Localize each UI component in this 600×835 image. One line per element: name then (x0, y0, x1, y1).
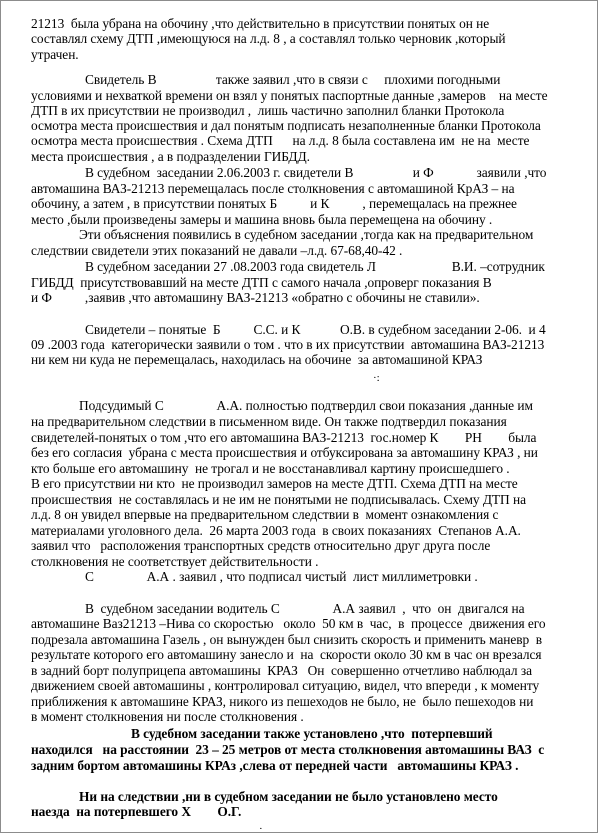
text-line-bold: В судебном заседании также установлено ,что потерпевший (131, 726, 493, 741)
text-line: ни кем ни куда не перемещалась, находилась на обочине за автомашиной КРАЗ (31, 352, 483, 367)
text-line: Свидетели – понятые Б С.С. и К О.В. в судебном заседании 2-06. и 4 (85, 322, 546, 337)
text-line: утрачен. (31, 47, 79, 62)
scan-speck: ·: (373, 372, 380, 384)
text-line: В судебном заседании 27 .08.2003 года свидетель Л В.И. –сотрудник (85, 259, 545, 274)
text-line: кто больше его автомашину не трогал и не восстанавливал картину происшедшего . (31, 461, 510, 476)
text-line: обочину, а затем , в присутствии понятых Б и К , перемещалась на прежнее (31, 196, 517, 211)
text-line: осмотра места происшествия и дал понятым подписать незаполненные бланки Протокола (31, 118, 541, 133)
text-line: 09 .2003 года категорически заявили о том . что в их присутствии автомашина ВАЗ-21213 (31, 337, 545, 352)
text-line: и Ф ,заявив ,что автомашину ВАЗ-21213 «обратно с обочины не ставили». (31, 290, 480, 305)
text-line: свидетелей-понятых о том ,что его автомашина ВАЗ-21213 гос.номер К РН была (31, 430, 537, 445)
text-line: происшествия не составлялась и не им не понятыми не подписывалась. Схему ДТП на (31, 492, 526, 507)
text-line: составлял схему ДТП ,имеющуюся на л.д. 8 , а составлял только черновик ,который (31, 31, 506, 46)
text-line: приближения к автомашине КРАЗ, никого из пешеходов не было, не было пешеходов ни (31, 694, 534, 709)
text-line: Свидетель В также заявил ,что в связи с плохими погодными (85, 72, 501, 87)
text-line: л.д. 8 он увидел впервые на предварительном следствии в момент ознакомления с (31, 507, 499, 522)
text-line-bold: наезда на потерпевшего Х О.Г. (31, 804, 242, 819)
text-line: автомашина ВАЗ-21213 перемещалась после столкновения с автомашиной КрАЗ – на (31, 181, 515, 196)
text-line: В его присутствии ни кто не производил замеров на месте ДТП. Схема ДТП на месте (31, 476, 518, 491)
text-line: В судебном заседании водитель С А.А заявил , что он двигался на (85, 601, 525, 616)
text-line: 21213 была убрана на обочину ,что действительно в присутствии понятых он не (31, 16, 490, 31)
text-line-bold: Ни на следствии ,ни в судебном заседании не было установлено место (79, 789, 498, 804)
text-line: ДТП в их присутствии не производил , лишь частично заполнил бланки Протокола (31, 103, 505, 118)
text-line: столкновения не соответствует действительности . (31, 554, 319, 569)
text-line: на предварительном следствии в письменном виде. Он также подтвердил показания (31, 414, 507, 429)
scan-speck: · (259, 823, 263, 833)
text-line: заявил что расположения транспортных средств относительно друг друга после (31, 538, 491, 553)
text-line: результате которого его автомашину занесло и на скорости около 30 км в час он врезался (31, 647, 542, 662)
text-line: следствии свидетели этих показаний не давали –л.д. 67-68,40-42 . (31, 243, 403, 258)
text-line-bold: задним бортом автомашины КРАз ,слева от передней части автомашины КРАЗ . (31, 758, 519, 773)
text-line: подрезала автомашина Газель , он вынужден был снизить скорость и применить маневр в (31, 632, 543, 647)
text-line: места происшествия , а в подразделении ГИБДД. (31, 149, 310, 164)
text-line: условиями и нехваткой времени он взял у понятых паспортные данные ,замеров на месте (31, 88, 548, 103)
text-line: в момент столкновения ни после столкновения . (31, 709, 304, 724)
text-line: материалами уголовного дела. 26 марта 2003 года в своих показаниях Степанов А.А. (31, 523, 521, 538)
text-line-bold: находился на расстоянии 23 – 25 метров от места столкновения автомашины ВАЗ с (31, 742, 545, 757)
text-line: Подсудимый С А.А. полностью подтвердил свои показания ,данные им (79, 398, 533, 413)
text-line: осмотра места происшествия . Схема ДТП на л.д. 8 была составлена им не на месте (31, 133, 530, 148)
text-line: автомашине Ваз21213 –Нива со скоростью около 50 км в час, в процессе движения его (31, 616, 546, 631)
text-line: в задний борт полуприцепа автомашины КРАЗ Он совершенно отчетливо наблюдал за (31, 663, 532, 678)
text-line: движением своей автомашины , контролировал ситуацию, видел, что впереди , к моменту (31, 678, 540, 693)
text-line: ГИБДД присутствовавший на месте ДТП с самого начала ,опроверг показания В (31, 275, 492, 290)
text-line: Эти объяснения появились в судебном заседании ,тогда как на предварительном (79, 227, 534, 242)
text-line: В судебном заседании 2.06.2003 г. свидетели В и Ф заявили ,что (85, 165, 547, 180)
text-line: без его согласия убрана с места происшествия и отбуксирована за автомашину КРАЗ , ни (31, 445, 538, 460)
text-line: место ,были произведены замеры и машина вновь была перемещена на обочину . (31, 212, 493, 227)
text-line: С А.А . заявил , что подписал чистый лист миллиметровки . (85, 569, 478, 584)
